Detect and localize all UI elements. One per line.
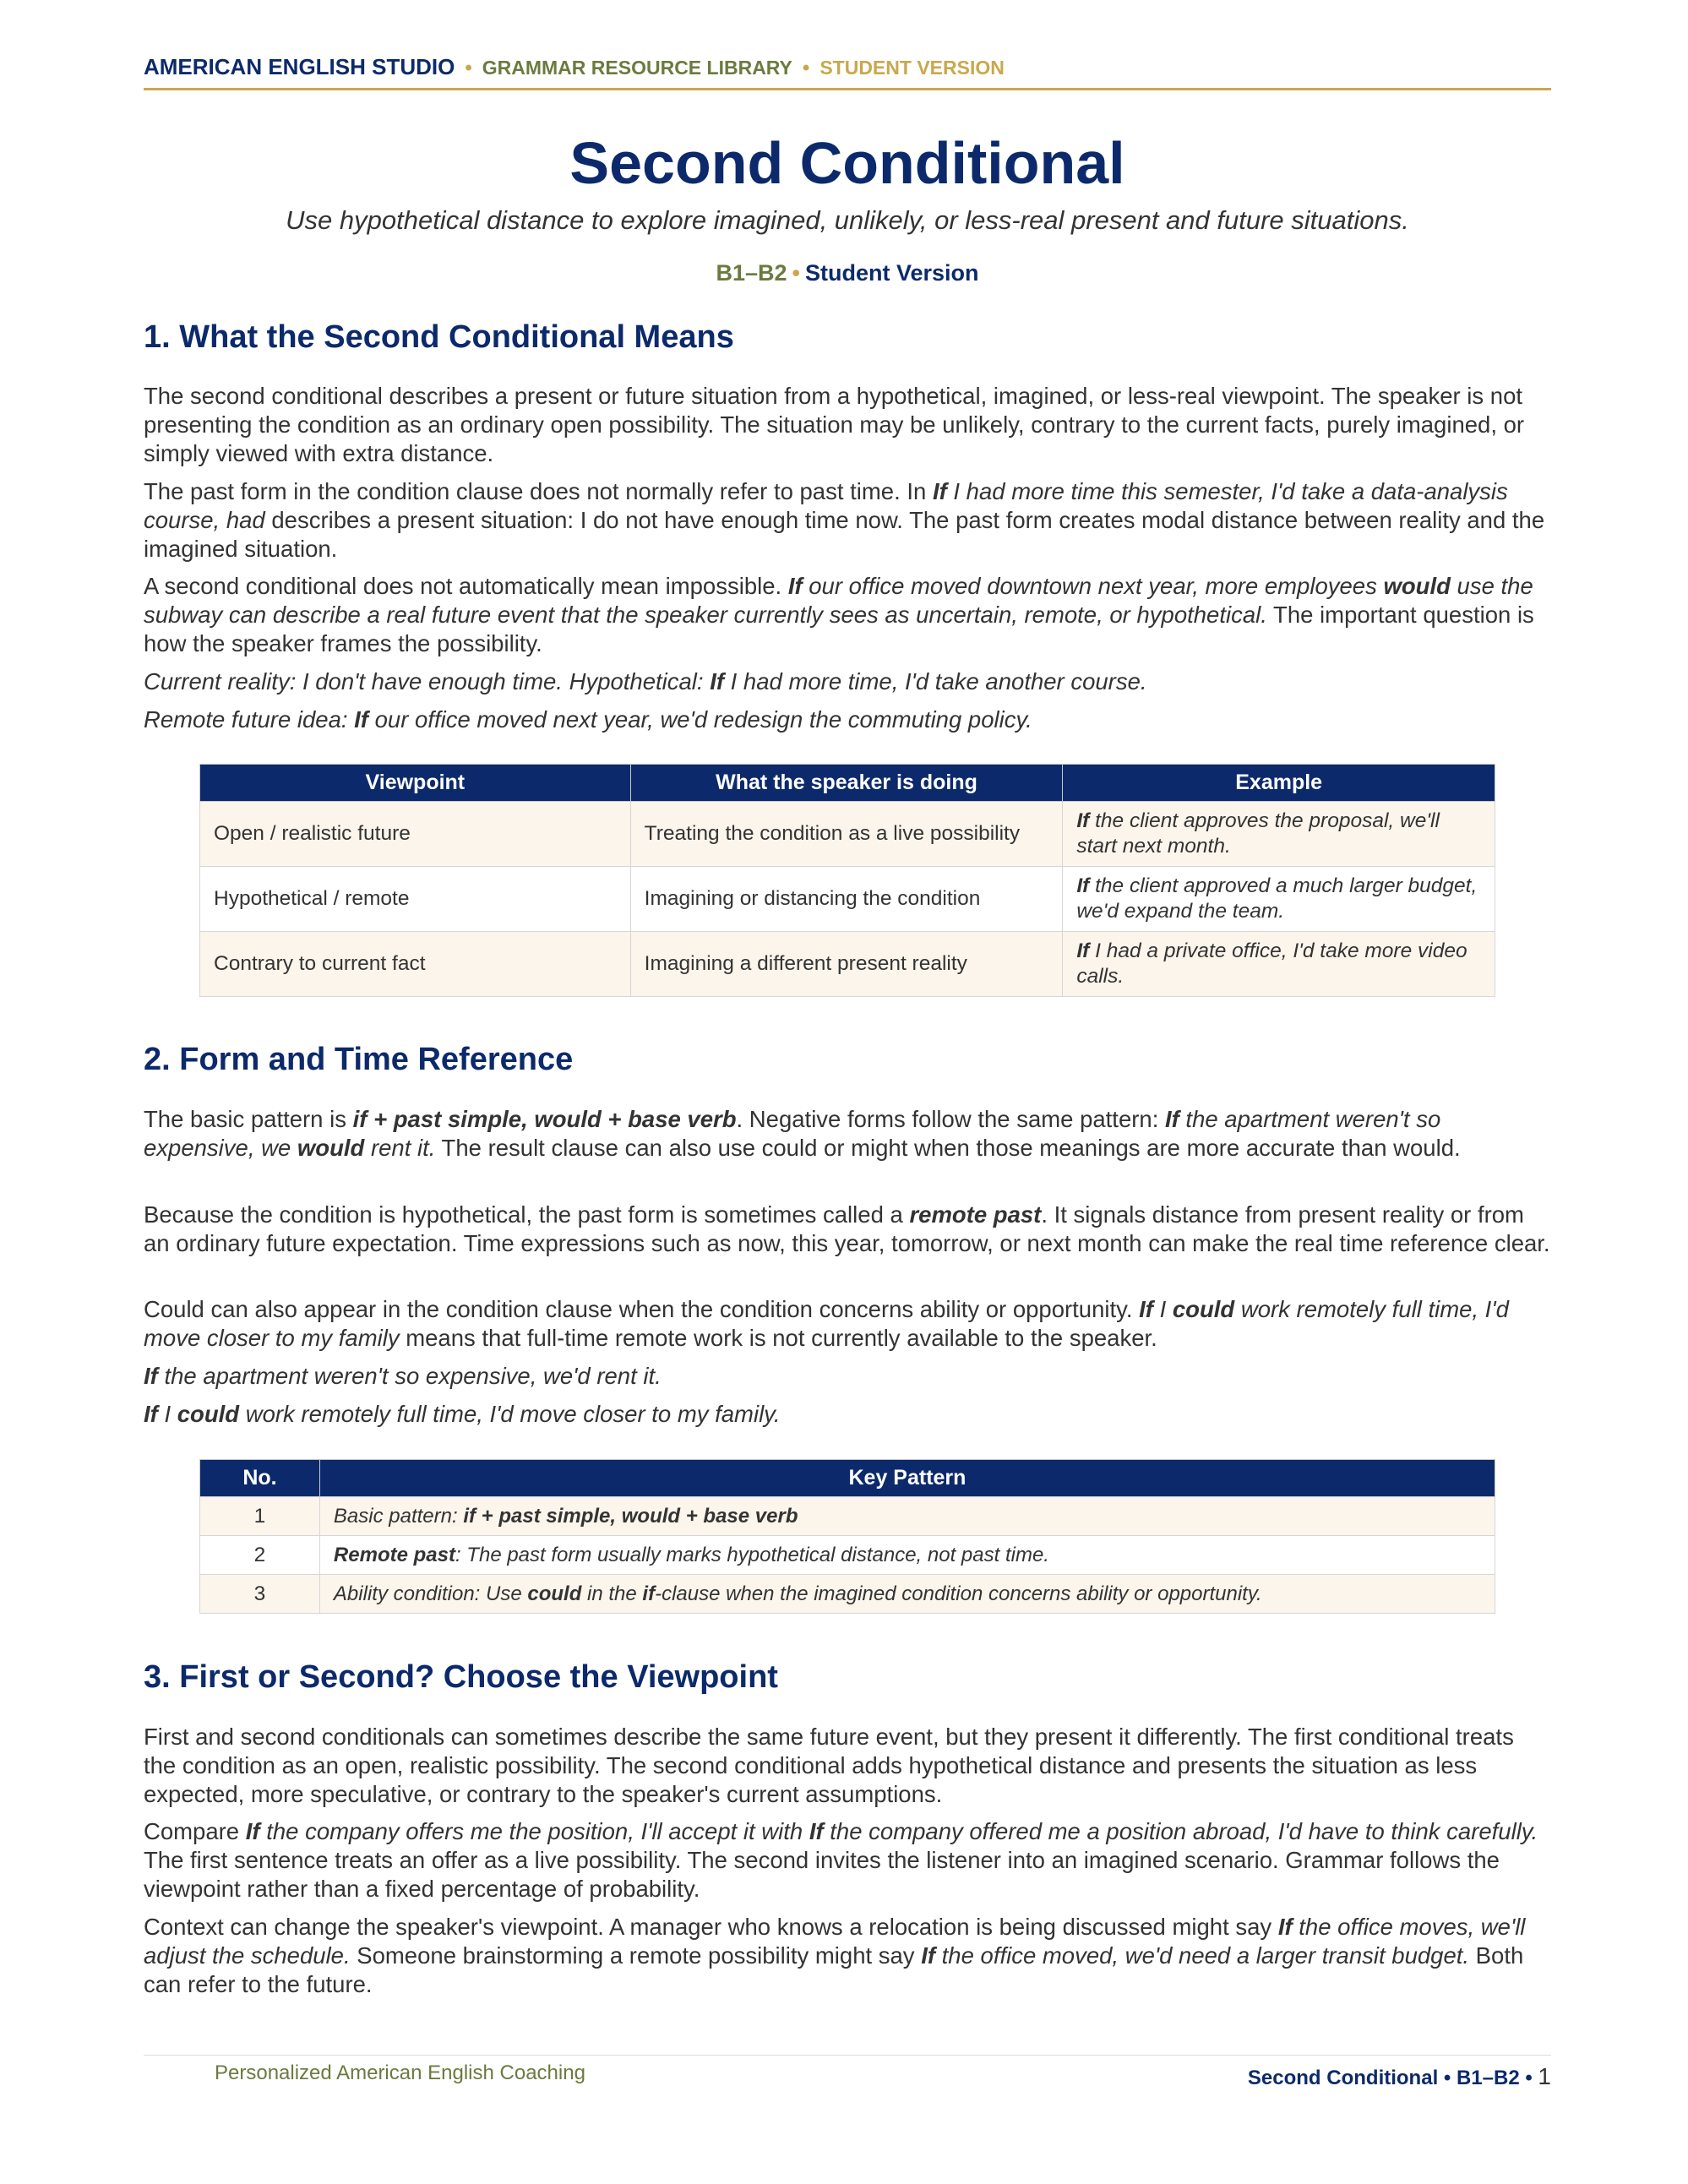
footer-tagline: Personalized American English Coaching	[215, 2061, 585, 2084]
pattern-cell: Remote past: The past form usually marks hypothetical distance, not past time.	[319, 1536, 1495, 1575]
section-2-example-2: If I could work remotely full time, I'd move closer to my family.	[144, 1401, 781, 1427]
section-2-heading: 2. Form and Time Reference	[144, 1042, 574, 1077]
table-header-row	[200, 1460, 1495, 1497]
column-header: Viewpoint	[200, 765, 631, 802]
section-1-paragraph-3: A second conditional does not automatically mean impossible. If our office moved downtown next year, more employees would use the subway can describe a real future event that the speaker currently sees as uncertain, remote, or hypothetical. The important question is how the speaker frames the possibility.	[144, 573, 1534, 656]
column-header: No.	[200, 1460, 320, 1497]
key-pattern-table	[199, 1459, 1495, 1614]
version-label: Student Version	[804, 260, 979, 286]
table-cell: Treating the condition as a live possibility	[630, 802, 1063, 867]
section-3-paragraph-1: First and second conditionals can sometimes describe the same future event, but they present it differently. The first conditional treats the condition as an open, realistic possibility. The second conditional adds hypothetical distance and presents the situation as less expected, more speculative, or contrary to the speaker's current assumptions.	[144, 1724, 1514, 1807]
table-row	[200, 867, 1495, 932]
section-3-heading: 3. First or Second? Choose the Viewpoint	[144, 1659, 778, 1695]
section-1-example-1: Current reality: I don't have enough time. Hypothetical: If I had more time, I'd take another course.	[144, 668, 1147, 694]
table-row	[200, 1575, 1495, 1614]
running-header	[144, 54, 1551, 90]
level-label: B1–B2	[716, 260, 787, 286]
section-2-paragraph-1: The basic pattern is if + past simple, would + base verb. Negative forms follow the same pattern: If the apartment weren't so expensive, we would rent it. The result clause can also use could or might when those meanings are more accurate than would.	[144, 1106, 1461, 1161]
header-separator: •	[465, 57, 472, 79]
section-1-paragraph-1: The second conditional describes a present or future situation from a hypothetical, imagined, or less-real viewpoint. The speaker is not presenting the condition as an ordinary open possibility. The situation may be unlikely, contrary to the current facts, purely imagined, or simply viewed with extra distance.	[144, 383, 1525, 466]
table-cell: Contrary to current fact	[200, 932, 631, 997]
table-cell: If the client approved a much larger budget, we'd expand the team.	[1063, 867, 1495, 932]
table-header-row	[200, 765, 1495, 802]
section-3-paragraph-2: Compare If the company offers me the position, I'll accept it with If the company offered me a position abroad, I'd have to think carefully. The first sentence treats an offer as a live possibility. The second invites the listener into an imagined scenario. Grammar follows the viewpoint rather than a fixed percentage of probability.	[144, 1818, 1538, 1902]
page	[144, 0, 1551, 2184]
table-cell: Open / realistic future	[200, 802, 631, 867]
section-2-example-1: If the apartment weren't so expensive, we'd rent it.	[144, 1363, 662, 1389]
table-cell: If the client approves the proposal, we'll start next month.	[1063, 802, 1495, 867]
section-2-paragraph-3: Could can also appear in the condition clause when the condition concerns ability or opportunity. If I could work remotely full time, I'd move closer to my family means that full-time remote work is not currently available to the speaker.	[144, 1296, 1509, 1351]
table-row	[200, 1536, 1495, 1575]
row-number: 2	[200, 1536, 320, 1575]
page-number: 1	[1538, 2063, 1551, 2089]
viewpoint-table	[199, 764, 1495, 997]
column-header: Key Pattern	[319, 1460, 1495, 1497]
table-row	[200, 932, 1495, 997]
row-number: 3	[200, 1575, 320, 1614]
footer-page-info	[1248, 2063, 1551, 2090]
table-row	[200, 1497, 1495, 1536]
header-library: GRAMMAR RESOURCE LIBRARY	[482, 57, 792, 79]
section-2-paragraph-2: Because the condition is hypothetical, the past form is sometimes called a remote past. It signals distance from present reality or from an ordinary future expectation. Time expressions such as now, this year, tomorrow, or next month can make the real time reference clear.	[144, 1201, 1550, 1256]
footer-doc-label: Second Conditional • B1–B2 •	[1247, 2067, 1533, 2089]
header-version: STUDENT VERSION	[819, 57, 1005, 79]
pattern-cell: Basic pattern: if + past simple, would + base verb	[319, 1497, 1495, 1536]
section-1-paragraph-2: The past form in the condition clause does not normally refer to past time. In If I had more time this semester, I'd take a data-analysis course, had describes a present situation: I do not have enough time now. The past form creates modal distance between reality and the imagined situation.	[144, 478, 1545, 562]
footer-divider	[144, 2055, 1551, 2056]
pattern-cell: Ability condition: Use could in the if-clause when the imagined condition concerns ability or opportunity.	[319, 1575, 1495, 1614]
table-cell: Hypothetical / remote	[200, 867, 631, 932]
column-header: What the speaker is doing	[630, 765, 1063, 802]
page-subtitle: Use hypothetical distance to explore imagined, unlikely, or less-real present and future situations.	[286, 205, 1409, 235]
column-header: Example	[1063, 765, 1495, 802]
section-1-example-2: Remote future idea: If our office moved next year, we'd redesign the commuting policy.	[144, 706, 1032, 733]
table-row	[200, 802, 1495, 867]
level-line	[144, 260, 1551, 286]
header-brand: AMERICAN ENGLISH STUDIO	[144, 54, 455, 79]
section-3-paragraph-3: Context can change the speaker's viewpoint. A manager who knows a relocation is being discussed might say If the office moves, we'll adjust the schedule. Someone brainstorming a remote possibility might say If the office moved, we'd need a larger transit budget. Both can refer to the future.	[144, 1914, 1526, 1997]
row-number: 1	[200, 1497, 320, 1536]
header-separator: •	[802, 57, 810, 79]
level-separator: •	[792, 260, 800, 286]
table-cell: Imagining a different present reality	[630, 932, 1063, 997]
table-cell: If I had a private office, I'd take more video calls.	[1063, 932, 1495, 997]
page-title: Second Conditional	[569, 130, 1125, 196]
table-cell: Imagining or distancing the condition	[630, 867, 1063, 932]
section-1-heading: 1. What the Second Conditional Means	[144, 319, 734, 355]
